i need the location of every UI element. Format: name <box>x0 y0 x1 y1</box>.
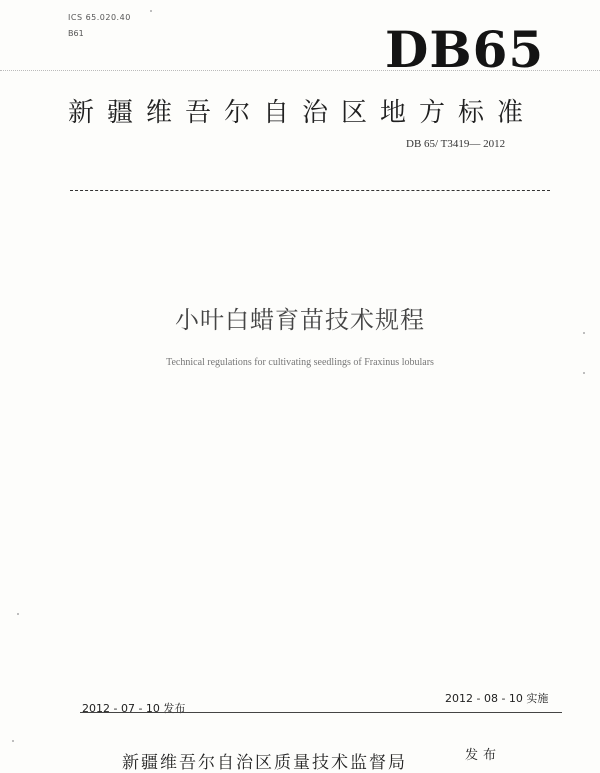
header-divider <box>70 190 550 191</box>
scan-speck <box>583 372 585 374</box>
scan-speck <box>583 332 585 334</box>
standard-code: DB 65/ T3419— 2012 <box>406 138 506 150</box>
publish-label: 发布 <box>465 748 502 763</box>
ccs-code: B61 <box>68 29 84 38</box>
implement-date: 2012 - 08 - 10 实施 <box>445 692 549 705</box>
ics-code: ICS 65.020.40 <box>68 13 131 22</box>
publish-date: 2012 - 07 - 10 发布 <box>82 702 186 715</box>
db65-logo: DB65 <box>385 20 545 79</box>
document-title: 小叶白蜡育苗技术规程 <box>175 306 425 334</box>
publisher-name: 新疆维吾尔自治区质量技术监督局 <box>122 753 407 773</box>
document-subtitle-english: Technical regulations for cultivating seedlings of Fraxinus lobulars <box>166 357 434 368</box>
scan-speck <box>12 740 14 742</box>
scan-speck <box>150 10 152 12</box>
standard-title: 新疆维吾尔自治区地方标准 <box>68 98 537 128</box>
footer-divider <box>80 712 562 713</box>
scan-speck <box>17 613 19 615</box>
